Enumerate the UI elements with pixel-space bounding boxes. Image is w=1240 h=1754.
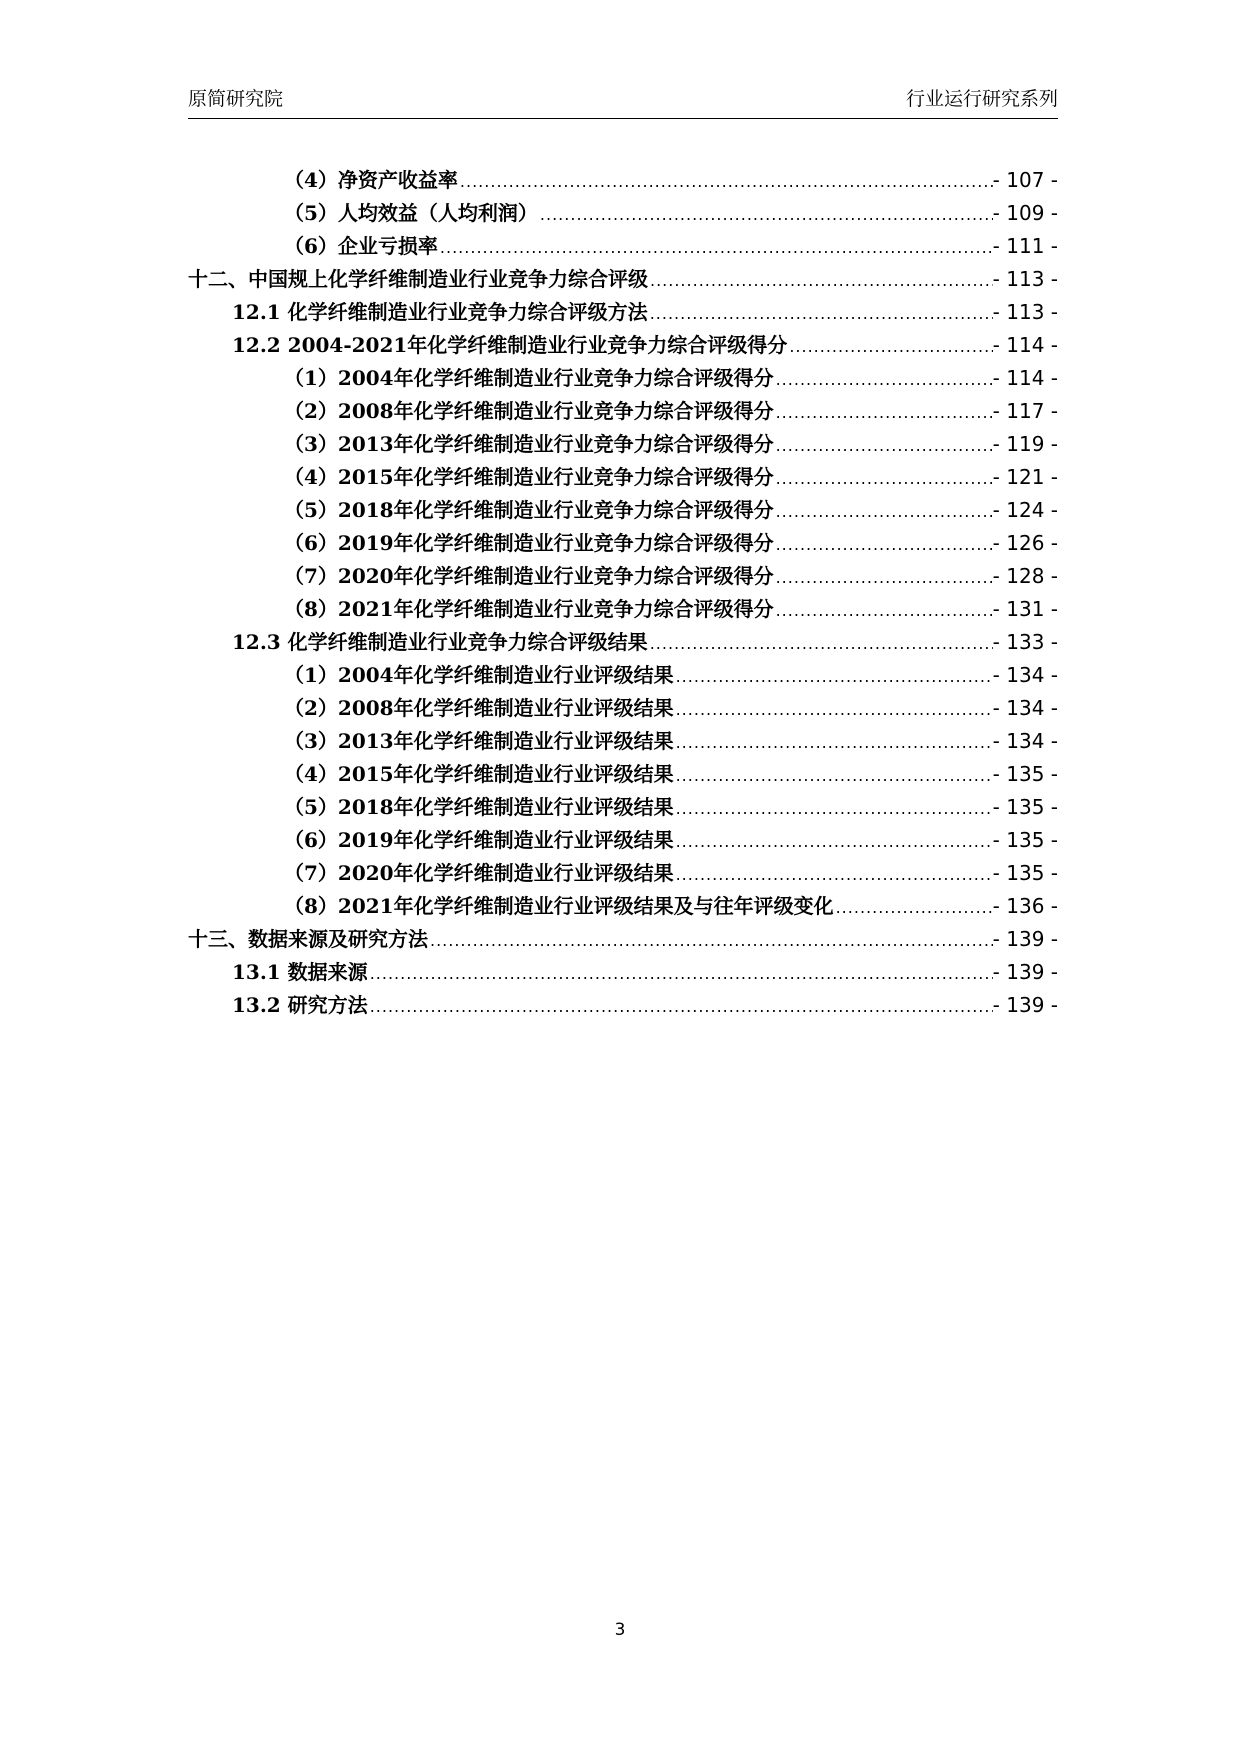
page-header [188,86,1058,119]
toc-entry-title: （5）2018年化学纤维制造业行业竞争力综合评级得分 [284,498,774,522]
toc-entry-title: 13.2 研究方法 [232,993,368,1017]
toc-entry-page: - 117 - [992,399,1058,423]
toc-entry[interactable] [188,395,1058,428]
toc-entry-title: 13.1 数据来源 [232,960,368,984]
toc-entry-page: - 111 - [992,234,1058,258]
toc-entry[interactable] [188,791,1058,824]
toc-entry-title: 12.3 化学纤维制造业行业竞争力综合评级结果 [232,630,648,654]
toc-entry-page: - 136 - [992,894,1058,918]
toc-dot-leader [438,238,993,257]
header-organization: 原简研究院 [188,88,284,110]
header-series-title: 行业运行研究系列 [905,88,1058,110]
toc-entry[interactable] [188,659,1058,692]
toc-entry-page: - 131 - [992,597,1058,621]
toc-entry[interactable] [188,164,1058,197]
toc-entry-title: （6）企业亏损率 [284,234,438,258]
toc-dot-leader [648,304,993,323]
toc-entry-page: - 135 - [992,861,1058,885]
toc-entry-title: （3）2013年化学纤维制造业行业评级结果 [284,729,674,753]
toc-dot-leader [834,898,993,917]
toc-entry-page: - 121 - [992,465,1058,489]
toc-entry[interactable] [188,230,1058,263]
toc-entry[interactable] [188,758,1058,791]
toc-entry-title: （5）人均效益（人均利润） [284,201,538,225]
toc-dot-leader [774,601,993,620]
toc-entry-title: （1）2004年化学纤维制造业行业评级结果 [284,663,674,687]
toc-entry-title: 十三、数据来源及研究方法 [188,927,428,951]
toc-entry-page: - 134 - [992,729,1058,753]
toc-entry[interactable] [188,989,1058,1022]
toc-entry-title: （4）2015年化学纤维制造业行业评级结果 [284,762,674,786]
toc-entry-title: （1）2004年化学纤维制造业行业竞争力综合评级得分 [284,366,774,390]
toc-dot-leader [674,799,993,818]
toc-entry[interactable] [188,494,1058,527]
toc-entry-title: （7）2020年化学纤维制造业行业竞争力综合评级得分 [284,564,774,588]
toc-entry-title: （6）2019年化学纤维制造业行业竞争力综合评级得分 [284,531,774,555]
toc-entry-title: （4）净资产收益率 [284,168,458,192]
toc-entry-page: - 119 - [992,432,1058,456]
toc-entry-title: （8）2021年化学纤维制造业行业竞争力综合评级得分 [284,597,774,621]
toc-entry-page: - 113 - [992,300,1058,324]
toc-entry[interactable] [188,692,1058,725]
toc-entry[interactable] [188,560,1058,593]
toc-entry-title: 12.1 化学纤维制造业行业竞争力综合评级方法 [232,300,648,324]
toc-dot-leader [368,997,993,1016]
toc-dot-leader [674,865,993,884]
toc-entry-page: - 134 - [992,663,1058,687]
page-number: 3 [614,1620,626,1640]
toc-dot-leader [787,337,992,356]
toc-dot-leader [774,403,993,422]
toc-entry-title: （8）2021年化学纤维制造业行业评级结果及与往年评级变化 [284,894,834,918]
toc-dot-leader [428,931,993,950]
toc-entry-page: - 139 - [992,927,1058,951]
toc-entry-page: - 135 - [992,762,1058,786]
toc-entry[interactable] [188,890,1058,923]
toc-dot-leader [648,271,993,290]
toc-entry[interactable] [188,263,1058,296]
toc-entry[interactable] [188,296,1058,329]
toc-dot-leader [648,634,993,653]
toc-dot-leader [674,667,993,686]
toc-entry[interactable] [188,725,1058,758]
toc-entry-title: （2）2008年化学纤维制造业行业竞争力综合评级得分 [284,399,774,423]
toc-dot-leader [774,436,993,455]
toc-entry-page: - 113 - [992,267,1058,291]
toc-entry[interactable] [188,362,1058,395]
toc-entry[interactable] [188,527,1058,560]
toc-entry-title: （5）2018年化学纤维制造业行业评级结果 [284,795,674,819]
toc-dot-leader [674,832,993,851]
toc-entry-title: 12.2 2004-2021年化学纤维制造业行业竞争力综合评级得分 [232,333,788,357]
toc-dot-leader [674,700,993,719]
toc-entry[interactable] [188,428,1058,461]
toc-entry-page: - 135 - [992,828,1058,852]
toc-entry[interactable] [188,923,1058,956]
toc-entry[interactable] [188,824,1058,857]
toc-dot-leader [774,469,993,488]
toc-entry-page: - 114 - [992,333,1058,357]
toc-entry-page: - 114 - [992,366,1058,390]
toc-entry-page: - 124 - [992,498,1058,522]
toc-entry-page: - 126 - [992,531,1058,555]
toc-entry-title: （2）2008年化学纤维制造业行业评级结果 [284,696,674,720]
toc-entry-page: - 139 - [992,993,1058,1017]
toc-entry-title: 十二、中国规上化学纤维制造业行业竞争力综合评级 [188,267,648,291]
toc-dot-leader [774,502,993,521]
toc-dot-leader [368,964,993,983]
table-of-contents [188,164,1058,1022]
toc-entry-page: - 109 - [992,201,1058,225]
toc-dot-leader [774,370,993,389]
toc-dot-leader [774,535,993,554]
toc-entry[interactable] [188,197,1058,230]
toc-entry-page: - 107 - [992,168,1058,192]
toc-entry-page: - 128 - [992,564,1058,588]
toc-dot-leader [674,733,993,752]
toc-entry-page: - 134 - [992,696,1058,720]
toc-entry-title: （6）2019年化学纤维制造业行业评级结果 [284,828,674,852]
toc-entry-page: - 133 - [992,630,1058,654]
toc-dot-leader [674,766,993,785]
toc-entry[interactable] [188,329,1058,362]
toc-entry[interactable] [188,593,1058,626]
toc-entry[interactable] [188,626,1058,659]
toc-dot-leader [538,205,993,224]
toc-entry[interactable] [188,956,1058,989]
toc-entry-page: - 135 - [992,795,1058,819]
toc-dot-leader [458,172,993,191]
toc-entry[interactable] [188,857,1058,890]
toc-entry-title: （4）2015年化学纤维制造业行业竞争力综合评级得分 [284,465,774,489]
toc-entry-title: （3）2013年化学纤维制造业行业竞争力综合评级得分 [284,432,774,456]
toc-entry-page: - 139 - [992,960,1058,984]
toc-dot-leader [774,568,993,587]
toc-entry-title: （7）2020年化学纤维制造业行业评级结果 [284,861,674,885]
toc-entry[interactable] [188,461,1058,494]
